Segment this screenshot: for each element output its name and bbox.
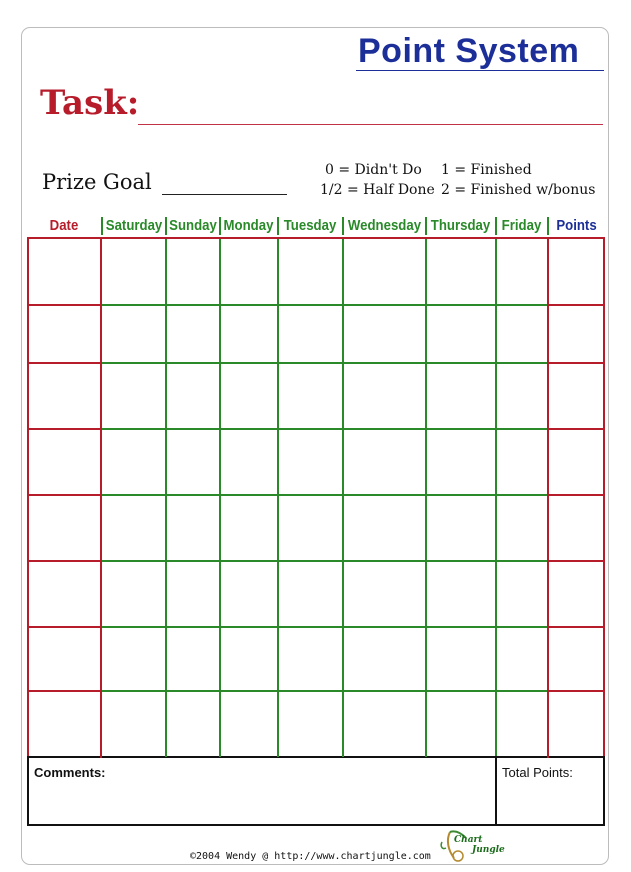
grid-right-border: [603, 237, 605, 758]
legend-two: 2 = Finished w/bonus: [441, 182, 596, 198]
header-separator: [165, 217, 167, 235]
header-separator: [219, 217, 221, 235]
date-row-line: [27, 690, 102, 692]
day-column-line: [495, 239, 497, 757]
header-separator: [495, 217, 497, 235]
grid-row-line: [101, 362, 548, 364]
task-input-line[interactable]: [138, 124, 603, 125]
points-row-line: [547, 626, 605, 628]
grid-row-line: [101, 428, 548, 430]
points-row-line: [547, 428, 605, 430]
header-separator: [277, 217, 279, 235]
prize-goal-label: Prize Goal: [42, 170, 152, 194]
header-sunday: Sunday: [169, 217, 217, 234]
points-row-line: [547, 690, 605, 692]
footer-copyright: ©2004 Wendy @ http://www.chartjungle.com: [190, 851, 431, 862]
grid-row-line: [101, 304, 548, 306]
grid-top-border: [27, 237, 605, 239]
date-column-border: [100, 237, 102, 758]
comments-bottom-border: [27, 824, 605, 826]
date-row-line: [27, 560, 102, 562]
day-column-line: [219, 239, 221, 757]
logo-text-jungle: Jungle: [472, 845, 505, 855]
points-column-border: [547, 237, 549, 758]
day-column-line: [277, 239, 279, 757]
date-row-line: [27, 362, 102, 364]
task-label: Task:: [40, 83, 140, 123]
points-row-line: [547, 304, 605, 306]
date-row-line: [27, 626, 102, 628]
header-points: Points: [556, 217, 597, 234]
header-friday: Friday: [501, 217, 542, 234]
grid-row-line: [101, 626, 548, 628]
date-row-line: [27, 304, 102, 306]
comments-left-border: [27, 756, 29, 826]
legend-half: 1/2 = Half Done: [320, 182, 435, 198]
comments-right-border: [603, 756, 605, 826]
header-date: Date: [49, 217, 79, 234]
date-row-line: [27, 428, 102, 430]
comments-divider: [495, 756, 497, 826]
header-wednesday: Wednesday: [347, 217, 422, 234]
header-separator: [342, 217, 344, 235]
comments-label: Comments:: [34, 765, 106, 780]
header-tuesday: Tuesday: [283, 217, 337, 234]
date-row-line: [27, 494, 102, 496]
logo-text-chart: Chart: [454, 835, 483, 845]
header-monday: Monday: [223, 217, 274, 234]
page-title: Point System: [358, 32, 580, 70]
chartjungle-logo: [436, 828, 506, 864]
prize-goal-input-line[interactable]: [162, 194, 287, 195]
title-underline: [356, 70, 604, 71]
day-column-line: [425, 239, 427, 757]
grid-row-line: [101, 560, 548, 562]
page-frame: [21, 27, 609, 865]
header-separator: [101, 217, 103, 235]
grid-row-line: [101, 690, 548, 692]
legend-zero: 0 = Didn't Do: [325, 162, 422, 178]
total-points-label: Total Points:: [502, 765, 573, 780]
header-separator: [425, 217, 427, 235]
grid-row-line: [101, 494, 548, 496]
legend-one: 1 = Finished: [441, 162, 532, 178]
day-column-line: [165, 239, 167, 757]
points-row-line: [547, 494, 605, 496]
header-separator: [547, 217, 549, 235]
header-saturday: Saturday: [105, 217, 163, 234]
grid-bottom-border: [27, 756, 605, 758]
day-column-line: [342, 239, 344, 757]
header-thursday: Thursday: [430, 217, 491, 234]
points-row-line: [547, 362, 605, 364]
points-row-line: [547, 560, 605, 562]
grid-left-border: [27, 237, 29, 758]
